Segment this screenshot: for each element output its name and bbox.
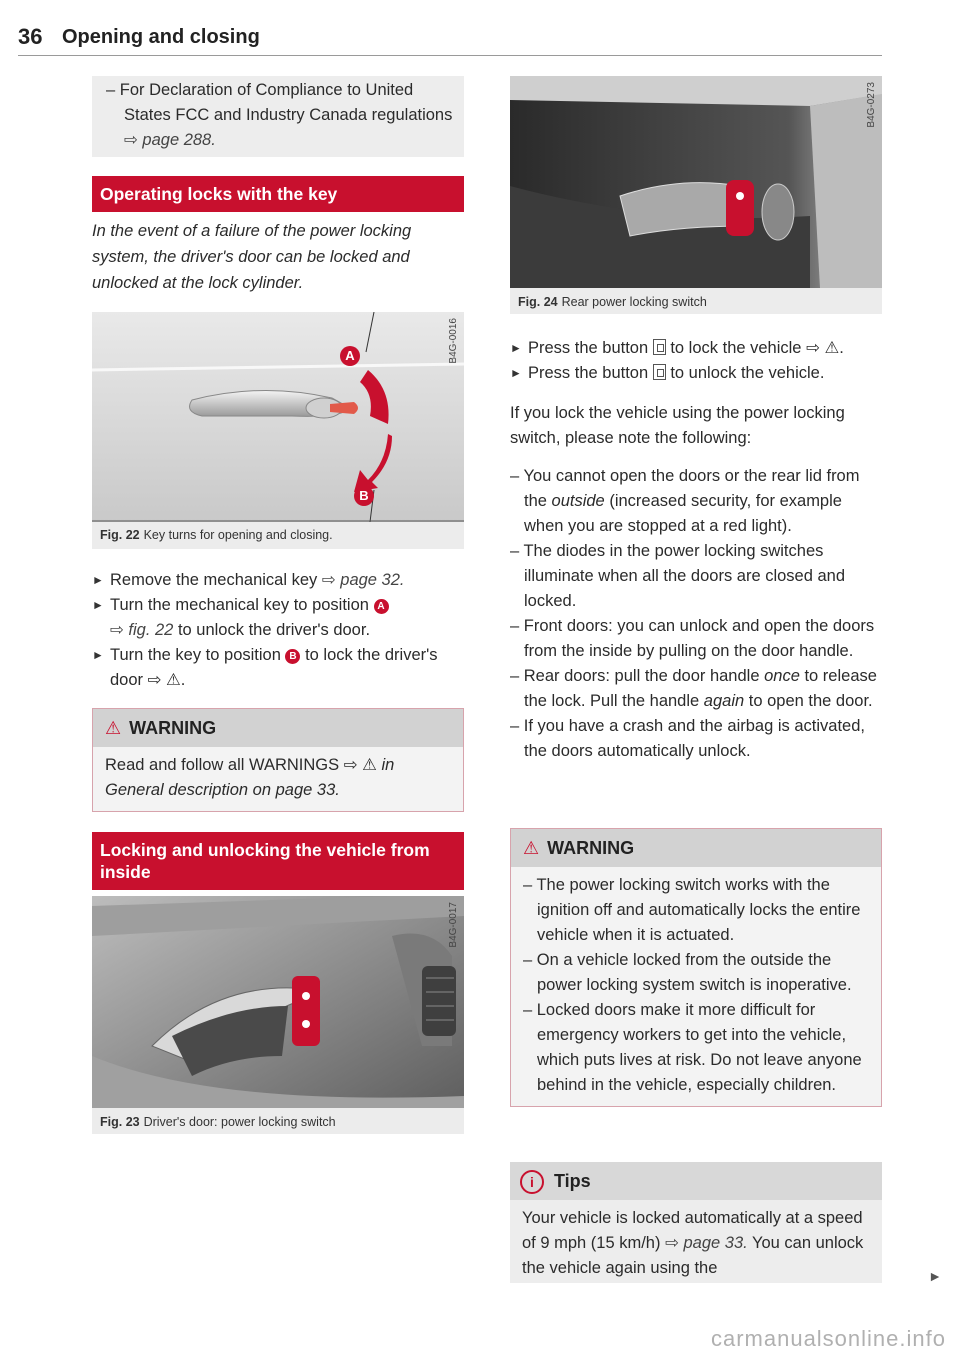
- warning-body: [93, 747, 463, 811]
- figure-23-number: Fig. 23: [100, 1115, 140, 1129]
- warning-title: WARNING: [547, 838, 635, 858]
- figure-24-caption: [518, 295, 707, 309]
- heading-locking-inside: Locking and unlocking the vehicle from inside: [92, 832, 464, 890]
- warning-ref[interactable]: in General description on page 33.: [105, 756, 395, 799]
- note-text: – Rear doors: pull the door handle: [510, 667, 765, 685]
- intro-text: In the event of a failure of the power locking system, the driver's door can be locked and unlocked at the lock cylinder.: [92, 222, 412, 292]
- step-item: [510, 361, 882, 386]
- section-title: Opening and closing: [62, 26, 260, 48]
- note-text: – You cannot open the doors or the rear lid from the: [510, 467, 860, 510]
- step-ref[interactable]: ⇨ fig. 22: [110, 621, 174, 639]
- compliance-note-ref[interactable]: ⇨ page 288.: [124, 131, 216, 149]
- warning-icon: ⚠: [105, 718, 122, 738]
- position-a-label: A: [340, 346, 360, 366]
- note-italic: once: [764, 667, 800, 685]
- step-text: Remove the mechanical key: [110, 571, 322, 589]
- note-item: [510, 664, 882, 714]
- warning-text: Read and follow all WARNINGS ⇨ ⚠: [105, 756, 382, 774]
- figure-22-caption: [100, 528, 333, 542]
- warning-item: – On a vehicle locked from the outside the power locking system switch is inoperative.: [523, 951, 852, 994]
- figure-22-caption-text: Key turns for opening and closing.: [143, 528, 333, 542]
- continue-arrow-icon: ►: [928, 1268, 942, 1284]
- step-item: [510, 336, 882, 361]
- step-item: [92, 643, 464, 693]
- note-item: [510, 614, 882, 664]
- lock-button-icon: [653, 339, 666, 355]
- note-item: [510, 539, 882, 614]
- note-item: [510, 714, 882, 764]
- step-text: to lock the vehicle ⇨ ⚠.: [665, 339, 844, 357]
- figure-22: [92, 312, 464, 549]
- step-text: Turn the mechanical key to position: [110, 596, 374, 614]
- warning-body: [511, 867, 881, 1106]
- step-text: Press the button: [528, 364, 653, 382]
- warning-box-right: [510, 828, 882, 1107]
- tips-header: [510, 1162, 882, 1200]
- air-vent: [422, 966, 456, 1036]
- figure-24-caption-text: Rear power locking switch: [561, 295, 707, 309]
- step-item: [92, 568, 464, 593]
- warning-header: [511, 829, 881, 867]
- heading-operating-locks: Operating locks with the key: [92, 176, 464, 212]
- note-italic: outside: [551, 492, 605, 510]
- note-text: – The diodes in the power locking switches illuminate when all the doors are closed and locked.: [510, 542, 846, 610]
- figure-23: [92, 896, 464, 1134]
- figure-24-code: B4G-0273: [866, 82, 877, 128]
- warning-box-left: [92, 708, 464, 812]
- step-ref[interactable]: ⇨ page 32.: [321, 571, 405, 589]
- step-text: to unlock the driver's door.: [173, 621, 371, 639]
- tips-ref[interactable]: ⇨ page 33.: [665, 1234, 748, 1252]
- step-text: to lock the driver's door ⇨ ⚠.: [110, 646, 438, 689]
- note-text: – If you have a crash and the airbag is activated, the doors automatically unlock.: [510, 717, 865, 760]
- figure-23-caption: [100, 1115, 336, 1129]
- figure-23-code: B4G-0017: [448, 902, 459, 948]
- figure-22-code: B4G-0016: [448, 318, 459, 364]
- driver-door-switch-illustration: [92, 896, 464, 1108]
- header-rule: [18, 55, 882, 56]
- note-italic: again: [703, 692, 745, 710]
- page-number: 36: [18, 24, 43, 49]
- rear-switch-steps: [510, 336, 882, 386]
- figure-24-number: Fig. 24: [518, 295, 558, 309]
- step-item: [92, 593, 464, 643]
- step-text: Press the button: [528, 339, 653, 357]
- figure-23-caption-text: Driver's door: power locking switch: [143, 1115, 336, 1129]
- compliance-note-text: – For Declaration of Compliance to United States FCC and Industry Canada regulations: [106, 81, 453, 124]
- note-text: (increased security, for example when you are stopped at a red light).: [524, 492, 842, 535]
- figure-22-number: Fig. 22: [100, 528, 140, 542]
- figure-24: [510, 76, 882, 314]
- position-a-symbol: A: [374, 599, 389, 614]
- warning-item: – The power locking switch works with the ignition off and automatically locks the entire vehicle when it is actuated.: [523, 876, 861, 944]
- key-turn-illustration: [92, 312, 464, 522]
- tips-body: [510, 1200, 882, 1283]
- unlock-button-icon: [653, 364, 666, 380]
- rear-switch-illustration: [510, 76, 882, 288]
- step-text: to unlock the vehicle.: [665, 364, 825, 382]
- tips-title: Tips: [554, 1171, 591, 1191]
- tips-text: You can unlock the vehicle again using the: [522, 1234, 864, 1277]
- key-steps: [92, 568, 464, 693]
- position-a-marker: [340, 346, 360, 366]
- compliance-note: [92, 76, 464, 157]
- note-item: [510, 464, 882, 539]
- note-text: – Front doors: you can unlock and open the doors from the inside by pulling on the door handle.: [510, 617, 875, 660]
- warning-title: WARNING: [129, 718, 217, 738]
- position-b-symbol: B: [285, 649, 300, 664]
- warning-header: [93, 709, 463, 747]
- position-b-label: B: [354, 486, 374, 506]
- power-locking-paragraph: If you lock the vehicle using the power locking switch, please note the following:: [510, 404, 845, 447]
- warning-item: – Locked doors make it more difficult for emergency workers to get into the vehicle, which puts lives at risk. Do not leave anyone behind in the vehicle, especially children.: [523, 1001, 862, 1094]
- warning-icon: ⚠: [523, 838, 540, 858]
- position-b-marker: [354, 486, 374, 506]
- power-locking-notes: [510, 464, 882, 764]
- tips-box: [510, 1162, 882, 1283]
- watermark: carmanualsonline.info: [710, 1326, 946, 1351]
- note-text: to open the door.: [744, 692, 873, 710]
- note-text: to release the lock. Pull the handle: [524, 667, 877, 710]
- step-text: Turn the key to position: [110, 646, 286, 664]
- info-icon: i: [520, 1170, 544, 1194]
- tips-text: Your vehicle is locked automatically at a speed of 9 mph (15 km/h): [522, 1209, 863, 1252]
